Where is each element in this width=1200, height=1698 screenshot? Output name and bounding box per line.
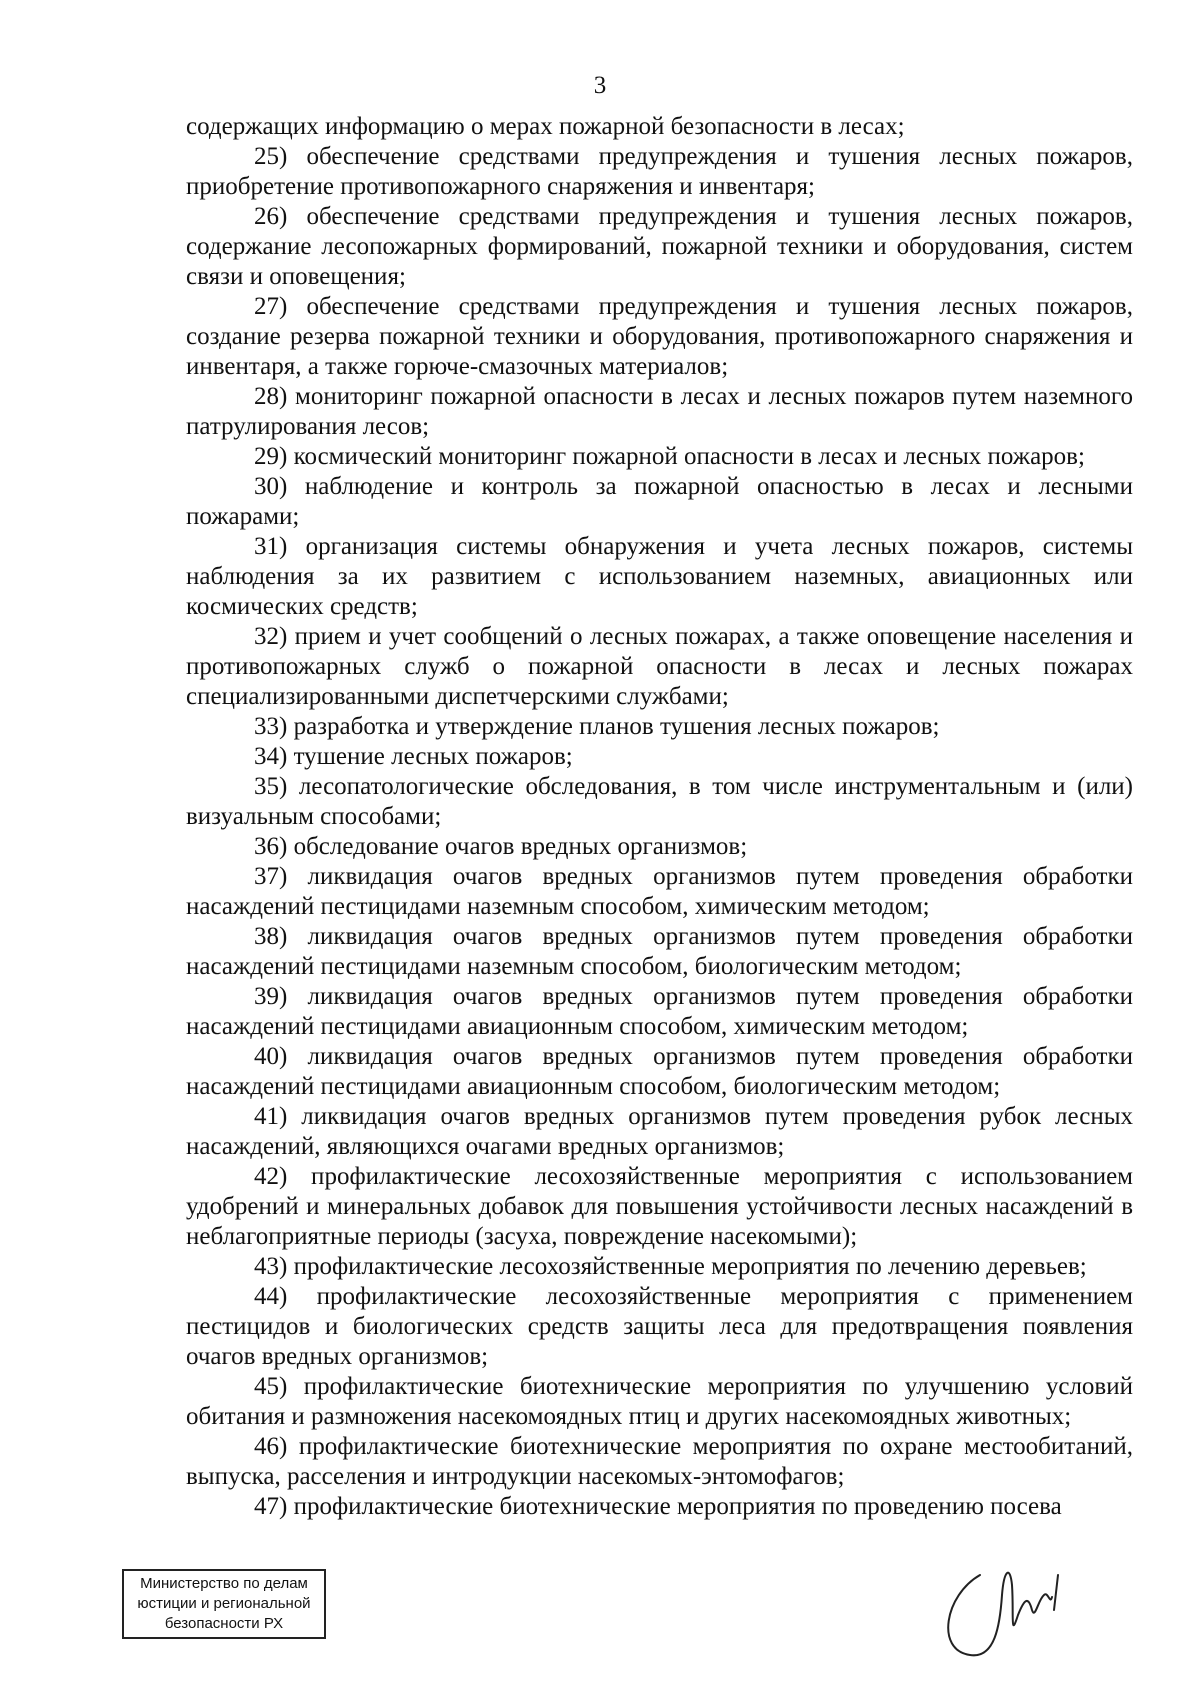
list-item: 42) профилактические лесохозяйственные мероприятия с использованием удобрений и минеральных добавок для повышения устойчивости лесных насаждений в неблагоприятные периоды (засуха, повреждение насекомыми); xyxy=(186,1163,1133,1250)
document-body xyxy=(186,112,1133,1522)
list-item: 40) ликвидация очагов вредных организмов путем проведения обработки насаждений пестицидами авиационным способом, биологическим методом; xyxy=(186,1043,1133,1100)
list-item: 47) профилактические биотехнические мероприятия по проведению посева xyxy=(254,1493,1062,1520)
ministry-stamp xyxy=(122,1569,326,1639)
list-item: 29) космический мониторинг пожарной опасности в лесах и лесных пожаров; xyxy=(254,443,1085,470)
list-item: 43) профилактические лесохозяйственные мероприятия по лечению деревьев; xyxy=(254,1253,1087,1280)
list-item: 39) ликвидация очагов вредных организмов путем проведения обработки насаждений пестицидами авиационным способом, химическим методом; xyxy=(186,983,1133,1040)
list-item: 28) мониторинг пожарной опасности в лесах и лесных пожаров путем наземного патрулирования лесов; xyxy=(186,383,1133,440)
stamp-line: юстиции и региональной xyxy=(137,1595,311,1612)
page-number: 3 xyxy=(593,72,607,99)
list-item: 44) профилактические лесохозяйственные мероприятия с применением пестицидов и биологических средств защиты леса для предотвращения появления очагов вредных организмов; xyxy=(186,1283,1133,1370)
list-item: 31) организация системы обнаружения и учета лесных пожаров, системы наблюдения за их развитием с использованием наземных, авиационных или космических средств; xyxy=(186,533,1133,620)
list-item: 46) профилактические биотехнические мероприятия по охране местообитаний, выпуска, расселения и интродукции насекомых-энтомофагов; xyxy=(186,1433,1133,1490)
list-item: 33) разработка и утверждение планов тушения лесных пожаров; xyxy=(254,713,940,740)
list-item: 30) наблюдение и контроль за пожарной опасностью в лесах и лесными пожарами; xyxy=(186,473,1133,530)
list-item: 45) профилактические биотехнические мероприятия по улучшению условий обитания и размножения насекомоядных птиц и других насекомоядных животных; xyxy=(186,1373,1133,1430)
list-item: 32) прием и учет сообщений о лесных пожарах, а также оповещение населения и противопожарных служб о пожарной опасности в лесах и лесных пожарах специализированными диспетчерскими службами; xyxy=(186,623,1133,710)
continuation-text: содержащих информацию о мерах пожарной безопасности в лесах; xyxy=(186,113,905,140)
list-item: 41) ликвидация очагов вредных организмов путем проведения рубок лесных насаждений, являющихся очагами вредных организмов; xyxy=(186,1103,1133,1160)
list-item: 27) обеспечение средствами предупреждения и тушения лесных пожаров, создание резерва пожарной техники и оборудования, противопожарного снаряжения и инвентаря, а также горюче-смазочных материалов; xyxy=(186,293,1133,380)
list-item: 36) обследование очагов вредных организмов; xyxy=(254,833,748,860)
stamp-line: Министерство по делам xyxy=(140,1575,308,1592)
list-item: 26) обеспечение средствами предупреждения и тушения лесных пожаров, содержание лесопожарных формирований, пожарной техники и оборудования, систем связи и оповещения; xyxy=(186,203,1133,290)
stamp-line: безопасности РХ xyxy=(164,1615,284,1632)
list-item: 37) ликвидация очагов вредных организмов путем проведения обработки насаждений пестицидами наземным способом, химическим методом; xyxy=(186,863,1133,920)
list-item: 35) лесопатологические обследования, в том числе инструментальным и (или) визуальным способами; xyxy=(186,773,1133,830)
list-item: 25) обеспечение средствами предупреждения и тушения лесных пожаров, приобретение противопожарного снаряжения и инвентаря; xyxy=(186,143,1133,200)
list-item: 34) тушение лесных пожаров; xyxy=(254,743,573,770)
list-item: 38) ликвидация очагов вредных организмов путем проведения обработки насаждений пестицидами наземным способом, биологическим методом; xyxy=(186,923,1133,980)
signature-icon xyxy=(940,1555,1080,1665)
